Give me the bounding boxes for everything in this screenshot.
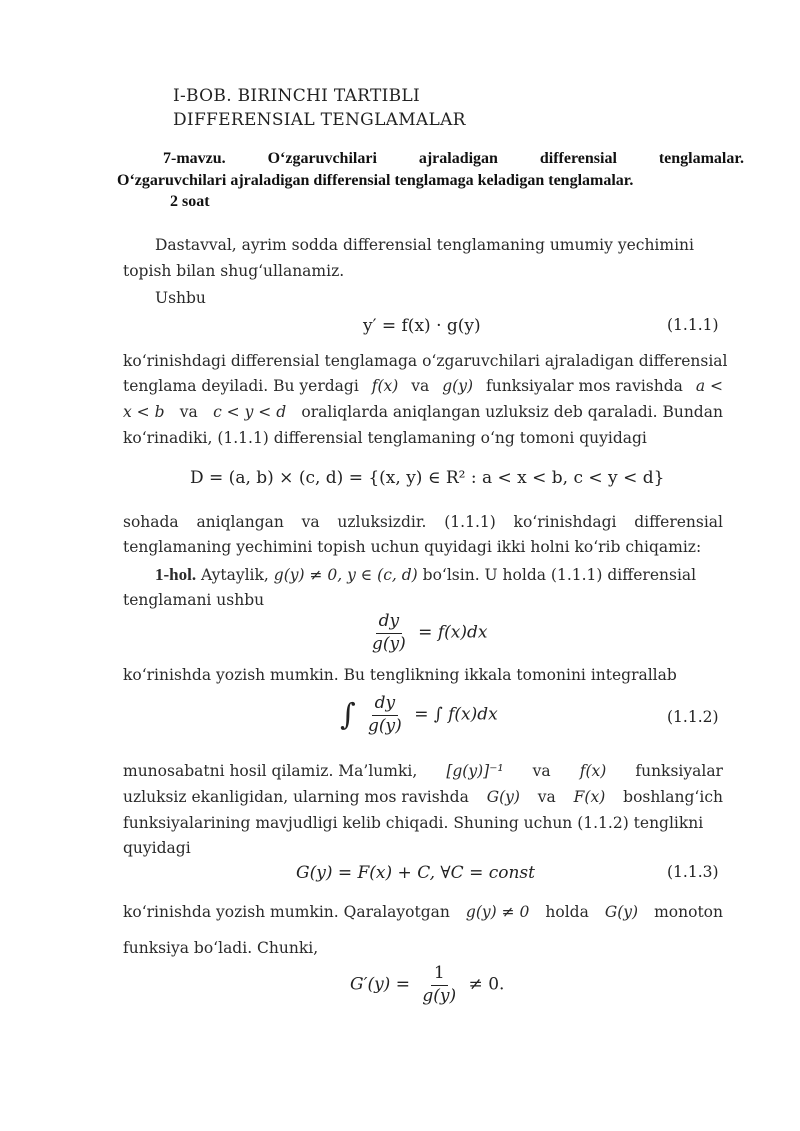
text-run: va [411, 377, 430, 395]
paragraph-line [155, 565, 696, 585]
text-run: va [179, 403, 198, 421]
text-run: holda [545, 903, 589, 921]
paragraph-line [123, 762, 723, 780]
paragraph-line: funksiya bo‘ladi. Chunki, [123, 939, 319, 957]
equation-rhs: = f(x)dx [418, 622, 488, 643]
case-label: 1-hol. [155, 565, 197, 584]
math-inline: c < y < d [213, 403, 287, 421]
text-run: boshlang‘ich [623, 788, 723, 806]
text-run: funksiyalar [635, 762, 723, 780]
math-inline: F(x) [573, 788, 606, 806]
text-run: tenglama deyiladi. Bu yerdagi [123, 377, 359, 395]
paragraph-line: ko‘rinadiki, (1.1.1) differensial tenglamaning o‘ng tomoni quyidagi [123, 429, 647, 447]
equation-number: (1.1.1) [667, 316, 719, 334]
paragraph-line [123, 377, 723, 395]
separated-equation [365, 612, 487, 654]
text-run: funksiyalar mos ravishda [485, 377, 683, 395]
text-run: bo‘lsin. U holda (1.1.1) differensial [422, 566, 697, 584]
equation-1-1-1: y′ = f(x) · g(y) [363, 316, 481, 336]
topic-word: ajraladigan [418, 150, 498, 167]
chapter-title-line2: DIFFERENSIAL TENGLAMALAR [173, 110, 466, 130]
topic-title-line1 [163, 150, 744, 168]
derivative-equation [350, 964, 504, 1006]
topic-word: tenglamalar. [658, 150, 744, 167]
paragraph-line [123, 903, 723, 921]
equation-1-1-2 [340, 694, 498, 736]
paragraph-line: topish bilan shug‘ullanamiz. [123, 262, 345, 280]
equation-rhs: = ∫ f(x)dx [414, 704, 498, 725]
topic-word: O‘zgaruvchilari [267, 150, 377, 167]
text-run: Aytaylik, [201, 566, 269, 584]
fraction [369, 612, 409, 654]
equation-rhs: ≠ 0. [468, 974, 505, 995]
text-run: munosabatni hosil qilamiz. Ma’lumki, [123, 762, 418, 780]
chapter-title-line1: I-BOB. BIRINCHI TARTIBLI [173, 86, 420, 106]
paragraph-line: tenglamani ushbu [123, 591, 265, 609]
equation-number: (1.1.2) [667, 708, 719, 726]
equation-1-1-3: G(y) = F(x) + C, ∀C = const [296, 863, 535, 883]
math-inline: g(y) ≠ 0, y ∈ (c, d) [273, 566, 418, 584]
paragraph-line: funksiyalarining mavjudligi kelib chiqadi. Shuning uchun (1.1.2) tenglikni [123, 814, 704, 832]
paragraph-line: tenglamaning yechimini topish uchun quyidagi ikki holni ko‘rib chiqamiz: [123, 538, 702, 556]
text-run: oraliqlarda aniqlangan uzluksiz deb qaraladi. Bundan [301, 403, 723, 421]
topic-word: 7-mavzu. [163, 150, 226, 167]
topic-duration: 2 soat [170, 193, 210, 210]
domain-equation: D = (a, b) × (c, d) = {(x, y) ∈ R² : a < x < b, c < y < d} [190, 468, 665, 488]
text-run: ko‘rinishda yozish mumkin. Qaralayotgan [123, 903, 450, 921]
math-inline: f(x) [371, 377, 399, 395]
math-inline: a < [695, 377, 723, 395]
math-inline: x < b [123, 403, 165, 421]
paragraph-line: Ushbu [155, 289, 206, 307]
math-inline: [g(y)]⁻¹ [446, 762, 504, 780]
topic-word: differensial [539, 150, 617, 167]
fraction-denominator: g(y) [368, 715, 402, 736]
paragraph-line: quyidagi [123, 839, 191, 857]
equation-number: (1.1.3) [667, 863, 719, 881]
fraction [419, 964, 459, 1006]
fraction-numerator: dy [376, 612, 403, 634]
paragraph-line [123, 403, 723, 421]
paragraph-line: Dastavval, ayrim sodda differensial tenglamaning umumiy yechimini [155, 236, 694, 254]
text-run: monoton [654, 903, 723, 921]
text-run: va [532, 762, 551, 780]
fraction-denominator: g(y) [372, 633, 406, 654]
text-run: uzluksiz ekanligidan, ularning mos ravishda [123, 788, 469, 806]
paragraph-line [123, 788, 723, 806]
fraction-numerator: 1 [431, 964, 448, 986]
math-inline: G(y) [486, 788, 520, 806]
paragraph-line: ko‘rinishda yozish mumkin. Bu tenglikning ikkala tomonini integrallab [123, 666, 677, 684]
integral-sign: ∫ [340, 697, 356, 733]
fraction-denominator: g(y) [422, 985, 457, 1006]
equation-lhs: G′(y) = [350, 974, 410, 995]
math-inline: G(y) [604, 903, 639, 921]
math-inline: g(y) [442, 377, 474, 395]
fraction-numerator: dy [372, 694, 399, 716]
fraction [365, 694, 405, 736]
text-run: va [537, 788, 556, 806]
paragraph-line: ko‘rinishdagi differensial tenglamaga o‘zgaruvchilari ajraladigan differensial [123, 352, 728, 370]
paragraph-line: sohada aniqlangan va uzluksizdir. (1.1.1) ko‘rinishdagi differensial [123, 513, 723, 531]
math-inline: f(x) [579, 762, 607, 780]
math-inline: g(y) ≠ 0 [465, 903, 530, 921]
topic-title-line2: O‘zgaruvchilari ajraladigan differensial tenglamaga keladigan tenglamalar. [117, 172, 634, 189]
